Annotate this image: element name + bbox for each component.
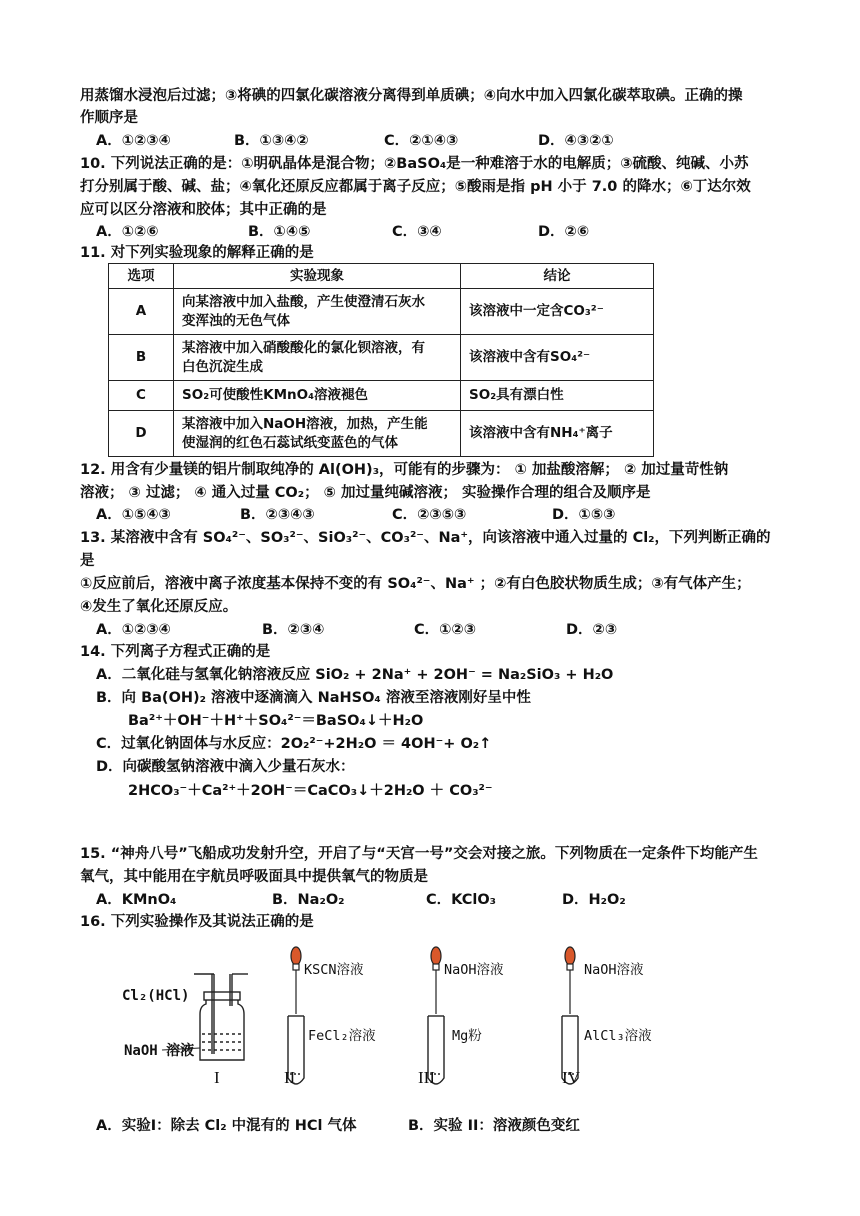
row-phenomenon xyxy=(174,411,461,457)
wash-solution-label: NaOH 溶液 xyxy=(124,1043,195,1059)
phenomenon-line: 向某溶液中加入盐酸，产生使澄清石灰水 xyxy=(182,293,425,310)
q10-option-d[interactable]: D．②⑥ xyxy=(538,224,590,240)
q16-option-b[interactable]: B．实验 II：溶液颜色变红 xyxy=(408,1118,580,1134)
q16-option-a[interactable]: A．实验Ⅰ：除去 Cl₂ 中混有的 HCl 气体 xyxy=(96,1118,357,1134)
table-row xyxy=(109,335,654,381)
header-conclusion: 结论 xyxy=(461,264,654,289)
row-phenomenon xyxy=(174,289,461,335)
dropper-3 xyxy=(431,947,441,1014)
dropper-4 xyxy=(565,947,575,1014)
q13-line-2: 是 xyxy=(80,553,95,569)
q11-table xyxy=(108,263,654,457)
dropper-4-label: NaOH溶液 xyxy=(584,962,644,978)
q9-option-b[interactable]: B．①③④② xyxy=(234,133,309,149)
phenomenon-line: 变浑浊的无色气体 xyxy=(182,312,290,329)
q15-option-b[interactable]: B．Na₂O₂ xyxy=(272,892,345,908)
q15-line-1: 15. “神舟八号”飞船成功发射升空，开启了与“天宫一号”交会对接之旅。下列物质在一定条件下均能产生 xyxy=(80,846,758,862)
q14-option-d-equation: 2HCO₃⁻＋Ca²⁺＋2OH⁻＝CaCO₃↓＋2H₂O ＋ CO₃²⁻ xyxy=(128,783,493,799)
q15-option-c[interactable]: C．KClO₃ xyxy=(426,892,497,908)
q13-option-a[interactable]: A．①②③④ xyxy=(96,622,171,638)
q13-option-d[interactable]: D．②③ xyxy=(566,622,618,638)
q14-option-c[interactable]: C．过氧化钠固体与水反应：2O₂²⁻+2H₂O ＝ 4OH⁻+ O₂↑ xyxy=(96,736,492,752)
q10-line-1: 10. 下列说法正确的是：①明矾晶体是混合物；②BaSO₄是一种难溶于水的电解质；③硫酸、纯碱、小苏 xyxy=(80,156,749,172)
row-option: D xyxy=(109,411,174,457)
q15-option-d[interactable]: D．H₂O₂ xyxy=(562,892,626,908)
tube-3-label: Mg粉 xyxy=(452,1028,482,1044)
experiment-numeral-4: IV xyxy=(562,1068,580,1087)
row-conclusion: SO₂具有漂白性 xyxy=(461,381,654,411)
q10-option-c[interactable]: C．③④ xyxy=(392,224,442,240)
table-header-row xyxy=(109,264,654,289)
row-phenomenon: SO₂可使酸性KMnO₄溶液褪色 xyxy=(174,381,461,411)
q16-stem: 16. 下列实验操作及其说法正确的是 xyxy=(80,914,314,930)
row-option: C xyxy=(109,381,174,411)
q15-line-2: 氧气，其中能用在宇航员呼吸面具中提供氧气的物质是 xyxy=(80,869,428,885)
q9-option-d[interactable]: D．④③②① xyxy=(538,133,614,149)
q16-apparatus-figure xyxy=(108,944,668,1100)
q10-line-2: 打分别属于酸、碱、盐；④氧化还原反应都属于离子反应；⑤酸雨是指 pH 小于 7.0 的降水；⑥丁达尔效 xyxy=(80,179,751,195)
phenomenon-line: 白色沉淀生成 xyxy=(182,358,263,375)
q13-line-4: ④发生了氧化还原反应。 xyxy=(80,599,238,615)
q13-option-b[interactable]: B．②③④ xyxy=(262,622,325,638)
q12-option-b[interactable]: B．②③④③ xyxy=(240,507,315,523)
row-phenomenon xyxy=(174,335,461,381)
q14-option-b[interactable]: B．向 Ba(OH)₂ 溶液中逐滴滴入 NaHSO₄ 溶液至溶液刚好呈中性 xyxy=(96,690,531,706)
q14-stem: 14. 下列离子方程式正确的是 xyxy=(80,644,271,660)
q13-option-c[interactable]: C．①②③ xyxy=(414,622,476,638)
phenomenon-line: 某溶液中加入NaOH溶液，加热，产生能 xyxy=(182,415,428,432)
q10-option-b[interactable]: B．①④⑤ xyxy=(248,224,311,240)
intro-line-1: 用蒸馏水浸泡后过滤；③将碘的四氯化碳溶液分离得到单质碘；④向水中加入四氯化碳萃取碘。正确的操 xyxy=(80,88,743,104)
experiment-numeral-1: I xyxy=(214,1068,220,1087)
q15-option-a[interactable]: A．KMnO₄ xyxy=(96,892,177,908)
row-conclusion: 该溶液中含有NH₄⁺离子 xyxy=(461,411,654,457)
row-option: B xyxy=(109,335,174,381)
gas-label: Cl₂(HCl) xyxy=(122,988,190,1004)
gas-washing-bottle xyxy=(194,974,248,1060)
q13-line-3: ①反应前后，溶液中离子浓度基本保持不变的有 SO₄²⁻、Na⁺ ；②有白色胶状物质生成；③有气体产生； xyxy=(80,576,751,592)
phenomenon-line: 某溶液中加入硝酸酸化的氯化钡溶液，有 xyxy=(182,339,425,356)
table-row xyxy=(109,381,654,411)
row-conclusion: 该溶液中含有SO₄²⁻ xyxy=(461,335,654,381)
phenomenon-line: 使湿润的红色石蕊试纸变蓝色的气体 xyxy=(182,434,398,451)
header-phenomenon: 实验现象 xyxy=(174,264,461,289)
experiment-numeral-3: III xyxy=(418,1068,435,1087)
intro-line-2: 作顺序是 xyxy=(80,110,138,126)
dropper-3-label: NaOH溶液 xyxy=(444,962,504,978)
q12-option-d[interactable]: D．①⑤③ xyxy=(552,507,616,523)
q12-line-2: 溶液； ③ 过滤； ④ 通入过量 CO₂； ⑤ 加过量纯碱溶液； 实验操作合理的组合及顺序是 xyxy=(80,485,651,501)
q12-option-c[interactable]: C．②③⑤③ xyxy=(392,507,467,523)
q11-stem: 11. 对下列实验现象的解释正确的是 xyxy=(80,245,314,261)
q9-option-c[interactable]: C．②①④③ xyxy=(384,133,459,149)
q12-line-1: 12. 用含有少量镁的铝片制取纯净的 Al(OH)₃，可能有的步骤为： ① 加盐酸溶解； ② 加过量苛性钠 xyxy=(80,462,729,478)
row-option: A xyxy=(109,289,174,335)
q14-option-b-equation: Ba²⁺＋OH⁻＋H⁺＋SO₄²⁻＝BaSO₄↓＋H₂O xyxy=(128,713,424,729)
q13-line-1: 13. 某溶液中含有 SO₄²⁻、SO₃²⁻、SiO₃²⁻、CO₃²⁻、Na⁺，向该溶液中通入过量的 Cl₂，下列判断正确的 xyxy=(80,530,771,546)
q14-option-a[interactable]: A．二氧化硅与氢氧化钠溶液反应 SiO₂ + 2Na⁺ + 2OH⁻ = Na₂SiO₃ + H₂O xyxy=(96,667,614,683)
dropper-2-label: KSCN溶液 xyxy=(304,962,364,978)
table-row xyxy=(109,411,654,457)
tube-4-label: AlCl₃溶液 xyxy=(584,1028,652,1044)
header-option: 选项 xyxy=(109,264,174,289)
row-conclusion: 该溶液中一定含CO₃²⁻ xyxy=(461,289,654,335)
table-row xyxy=(109,289,654,335)
q9-option-a[interactable]: A．①②③④ xyxy=(96,133,171,149)
q10-line-3: 应可以区分溶液和胶体；其中正确的是 xyxy=(80,202,327,218)
tube-2-label: FeCl₂溶液 xyxy=(308,1028,376,1044)
dropper-2 xyxy=(291,947,301,1014)
q10-option-a[interactable]: A．①②⑥ xyxy=(96,224,159,240)
q14-option-d[interactable]: D．向碳酸氢钠溶液中滴入少量石灰水： xyxy=(96,759,355,775)
q12-option-a[interactable]: A．①⑤④③ xyxy=(96,507,171,523)
experiment-numeral-2: II xyxy=(284,1068,296,1087)
